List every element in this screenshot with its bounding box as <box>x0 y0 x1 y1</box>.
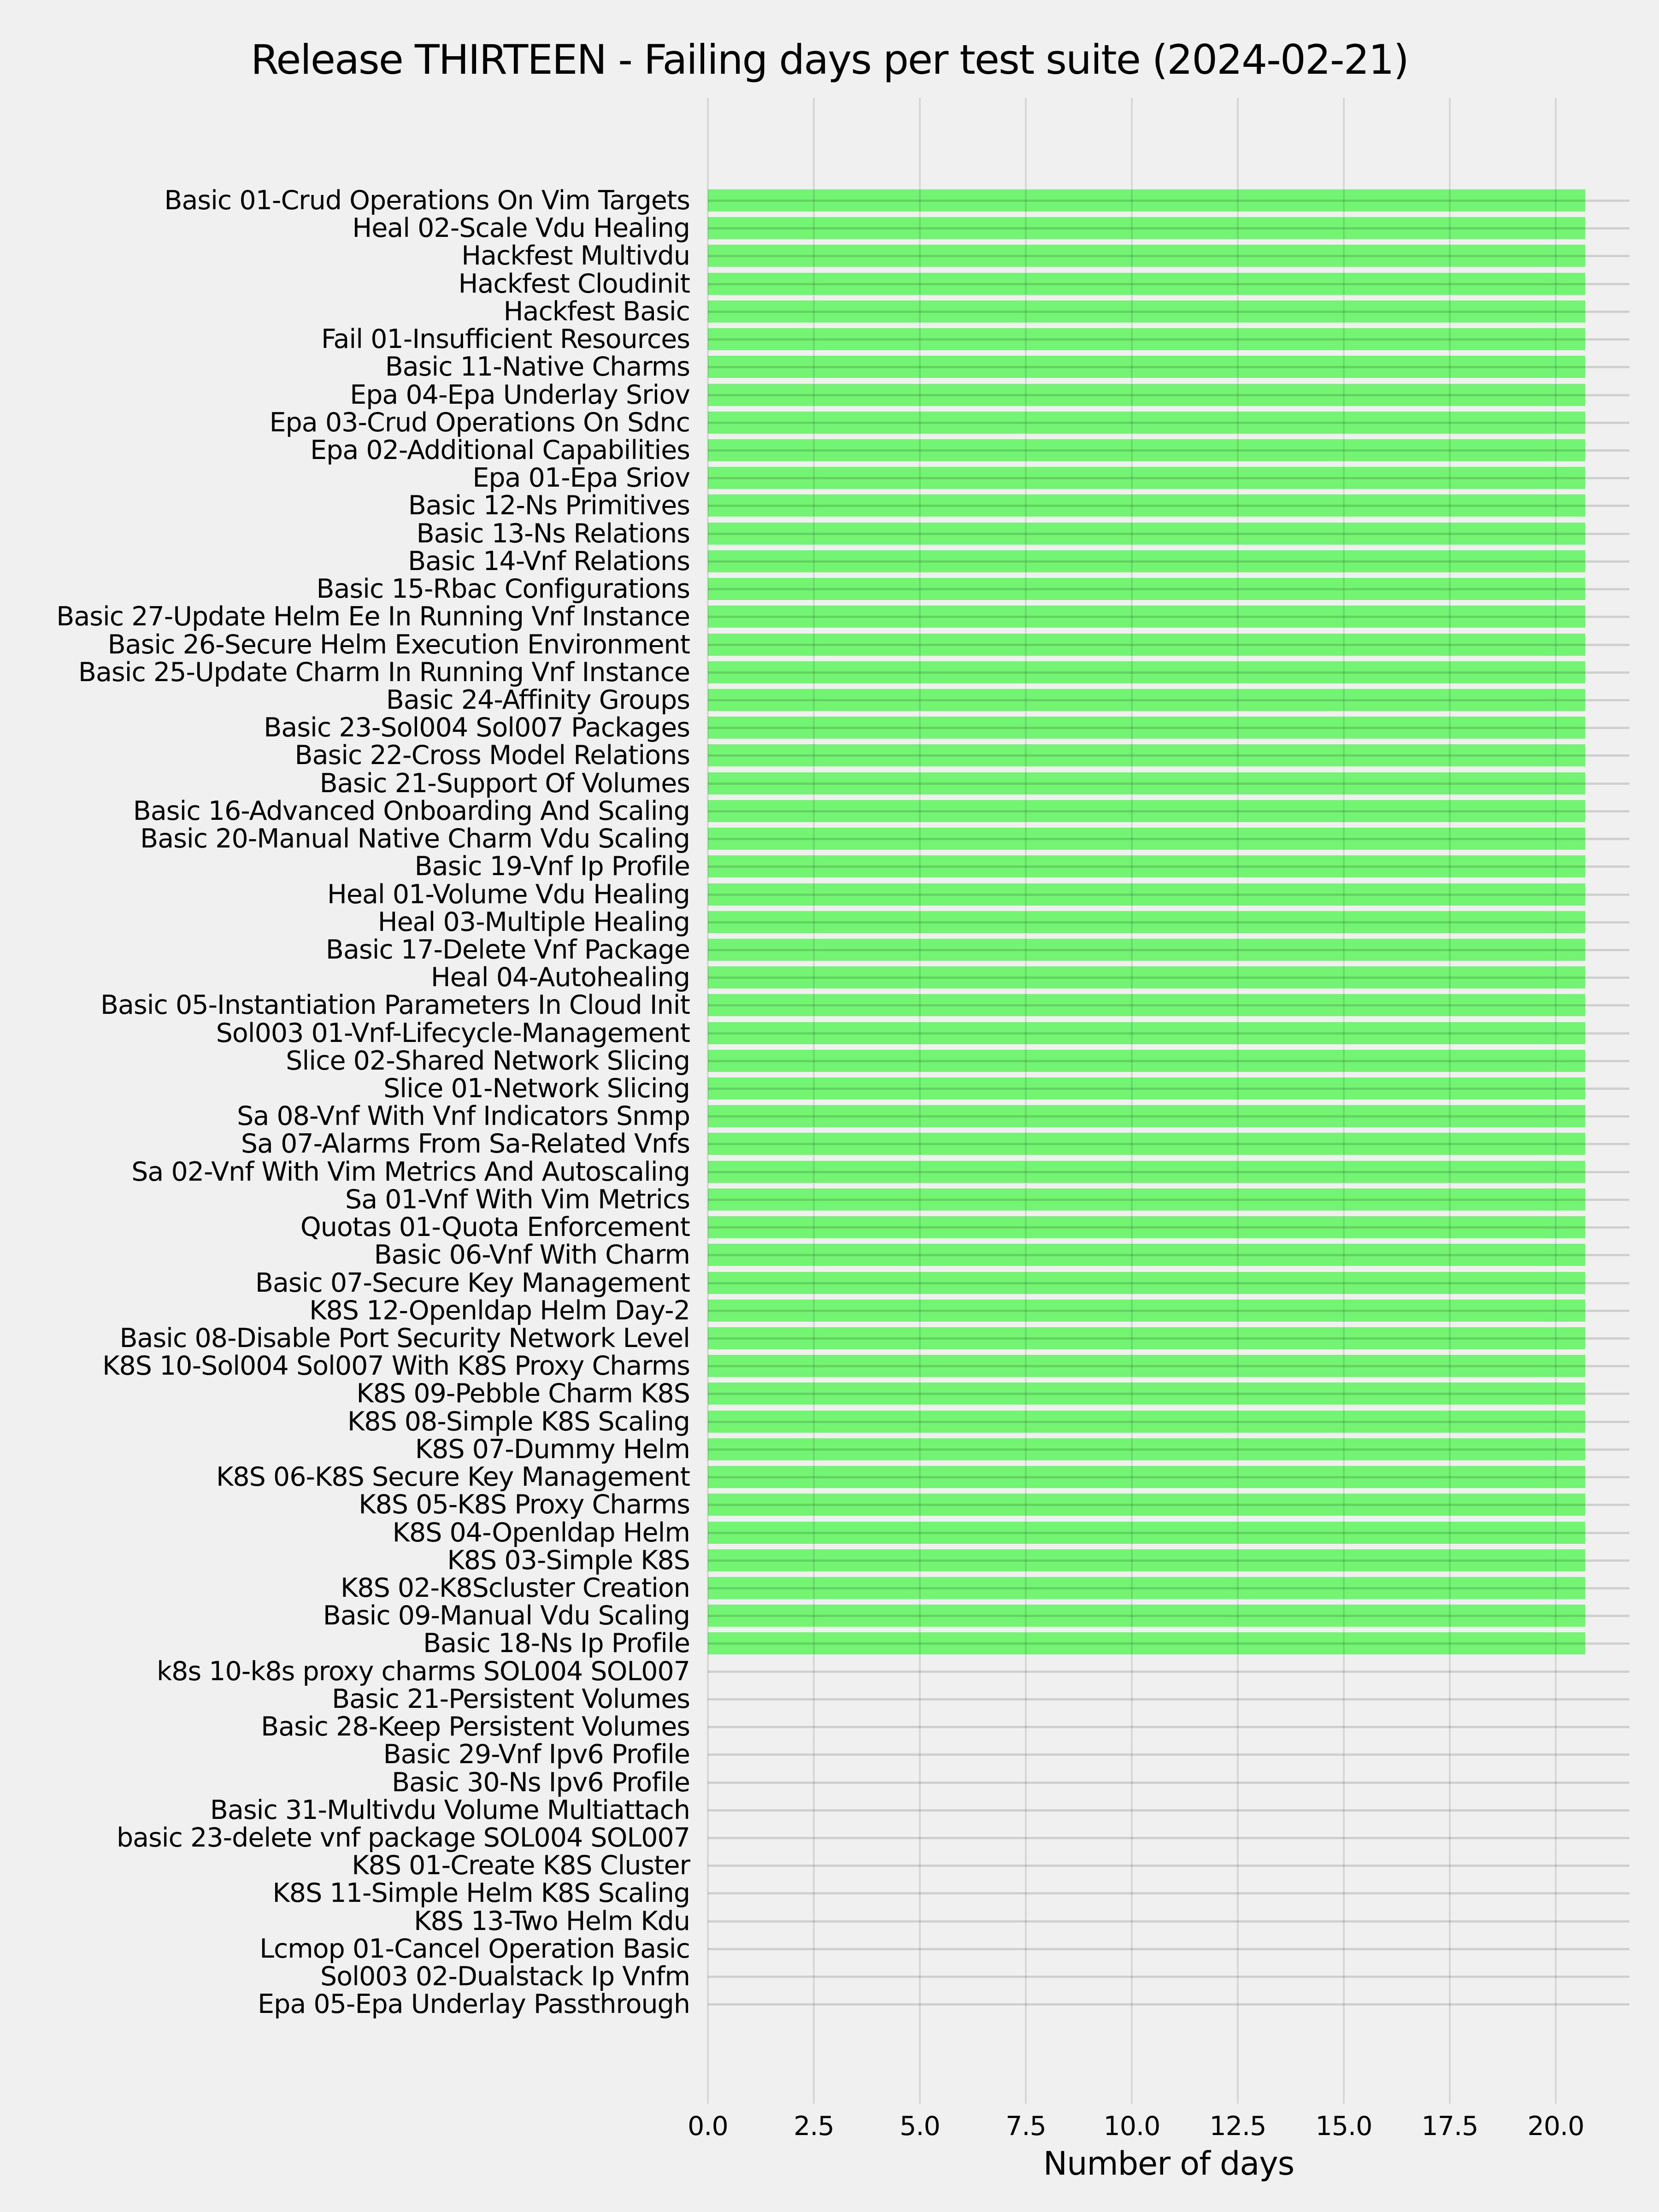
y-gridline <box>708 449 1630 452</box>
y-gridline <box>708 1892 1630 1894</box>
y-gridline <box>708 616 1630 618</box>
y-gridline <box>708 977 1630 979</box>
x-gridline <box>1025 98 1027 2104</box>
y-gridline <box>708 338 1630 341</box>
y-tick-label: Basic 16-Advanced Onboarding And Scaling <box>133 795 690 826</box>
y-tick-label: Basic 11-Native Charms <box>385 352 690 382</box>
y-gridline <box>708 838 1630 840</box>
x-tick-label: 20.0 <box>1527 2111 1584 2141</box>
x-tick-label: 12.5 <box>1209 2111 1266 2141</box>
y-gridline <box>708 1976 1630 1978</box>
y-tick-label: Epa 01-Epa Sriov <box>472 463 690 494</box>
y-gridline <box>708 1060 1630 1062</box>
y-tick-label: Basic 13-Ns Relations <box>416 518 690 549</box>
y-tick-label: Hackfest Cloudinit <box>458 268 690 299</box>
y-tick-label: k8s 10-k8s proxy charms SOL004 SOL007 <box>157 1656 690 1687</box>
y-tick-label: Sol003 01-Vnf-Lifecycle-Management <box>216 1018 690 1048</box>
y-gridline <box>708 1088 1630 1090</box>
y-tick-label: Hackfest Basic <box>503 296 690 327</box>
y-tick-label: Basic 29-Vnf Ipv6 Profile <box>383 1739 690 1770</box>
y-gridline <box>708 1476 1630 1478</box>
y-tick-label: Sol003 02-Dualstack Ip Vnfm <box>320 1961 690 1992</box>
y-tick-label: Epa 03-Crud Operations On Sdnc <box>269 407 690 438</box>
y-tick-label: Basic 05-Instantiation Parameters In Cloud Init <box>100 990 690 1021</box>
y-tick-label: K8S 03-Simple K8S <box>447 1545 690 1576</box>
y-gridline <box>708 1865 1630 1867</box>
x-gridline <box>919 98 921 2104</box>
y-gridline <box>708 1199 1630 1201</box>
x-gridline <box>1343 98 1345 2104</box>
y-gridline <box>708 560 1630 563</box>
y-gridline <box>708 1615 1630 1617</box>
y-gridline <box>708 894 1630 896</box>
x-tick-label: 0.0 <box>688 2111 728 2141</box>
y-gridline <box>708 1753 1630 1756</box>
y-gridline <box>708 533 1630 535</box>
y-gridline <box>708 1310 1630 1312</box>
y-gridline <box>708 644 1630 646</box>
x-gridline <box>1555 98 1557 2104</box>
x-tick-label: 10.0 <box>1103 2111 1160 2141</box>
y-tick-label: K8S 05-K8S Proxy Charms <box>359 1489 690 1520</box>
y-tick-label: Basic 25-Update Charm In Running Vnf Instance <box>78 657 690 688</box>
x-gridline <box>1131 98 1133 2104</box>
y-gridline <box>708 1698 1630 1700</box>
chart-title: Release THIRTEEN - Failing days per test suite (2024-02-21) <box>251 36 1408 83</box>
y-gridline <box>708 671 1630 674</box>
x-tick-label: 2.5 <box>794 2111 834 2141</box>
y-gridline <box>708 1642 1630 1645</box>
x-tick-label: 15.0 <box>1315 2111 1372 2141</box>
y-gridline <box>708 422 1630 424</box>
y-gridline <box>708 1837 1630 1839</box>
y-gridline <box>708 1365 1630 1367</box>
x-axis-label: Number of days <box>1043 2145 1294 2183</box>
y-gridline <box>708 227 1630 229</box>
y-gridline <box>708 505 1630 507</box>
y-gridline <box>708 921 1630 924</box>
y-gridline <box>708 311 1630 313</box>
y-gridline <box>708 1282 1630 1284</box>
y-tick-label: Basic 19-Vnf Ip Profile <box>414 851 690 882</box>
y-tick-label: Basic 12-Ns Primitives <box>408 490 690 521</box>
y-tick-label: Sa 08-Vnf With Vnf Indicators Snmp <box>237 1101 690 1132</box>
y-tick-label: Heal 02-Scale Vdu Healing <box>352 213 690 244</box>
y-tick-label: K8S 10-Sol004 Sol007 With K8S Proxy Charms <box>102 1351 690 1382</box>
y-axis-labels <box>0 0 690 2212</box>
y-tick-label: Fail 01-Insufficient Resources <box>321 324 690 355</box>
y-tick-label: Basic 15-Rbac Configurations <box>316 574 690 605</box>
y-gridline <box>708 1171 1630 1173</box>
y-gridline <box>708 1115 1630 1118</box>
x-gridline <box>1449 98 1451 2104</box>
y-gridline <box>708 1448 1630 1451</box>
y-tick-label: Hackfest Multivdu <box>461 241 690 271</box>
y-tick-label: K8S 13-Two Helm Kdu <box>414 1906 690 1936</box>
y-gridline <box>708 949 1630 951</box>
y-tick-label: Basic 24-Affinity Groups <box>386 684 690 715</box>
y-tick-label: Basic 23-Sol004 Sol007 Packages <box>264 712 690 743</box>
y-gridline <box>708 1004 1630 1006</box>
y-gridline <box>708 1226 1630 1229</box>
y-gridline <box>708 1421 1630 1423</box>
y-tick-label: Heal 04-Autohealing <box>430 962 690 993</box>
y-gridline <box>708 1920 1630 1923</box>
y-gridline <box>708 1559 1630 1562</box>
x-tick-label: 17.5 <box>1421 2111 1478 2141</box>
y-tick-label: Heal 03-Multiple Healing <box>377 906 690 937</box>
y-gridline <box>708 727 1630 729</box>
y-gridline <box>708 200 1630 202</box>
y-gridline <box>708 782 1630 785</box>
y-tick-label: Epa 04-Epa Underlay Sriov <box>350 379 690 410</box>
y-gridline <box>708 283 1630 285</box>
y-tick-label: K8S 02-K8Scluster Creation <box>340 1573 690 1603</box>
y-gridline <box>708 1254 1630 1256</box>
y-tick-label: Basic 26-Secure Helm Execution Environment <box>107 629 690 660</box>
y-gridline <box>708 2003 1630 2006</box>
y-tick-label: Basic 31-Multivdu Volume Multiattach <box>210 1794 690 1825</box>
y-tick-label: Epa 02-Additional Capabilities <box>310 435 690 465</box>
y-tick-label: K8S 06-K8S Secure Key Management <box>216 1462 690 1493</box>
y-tick-label: Basic 30-Ns Ipv6 Profile <box>392 1767 690 1798</box>
y-tick-label: basic 23-delete vnf package SOL004 SOL007 <box>116 1822 690 1853</box>
y-gridline <box>708 699 1630 701</box>
y-tick-label: Basic 21-Persistent Volumes <box>332 1683 690 1714</box>
y-gridline <box>708 1726 1630 1728</box>
y-tick-label: Basic 08-Disable Port Security Network Level <box>119 1323 690 1354</box>
y-gridline <box>708 1393 1630 1395</box>
y-tick-label: Basic 21-Support Of Volumes <box>319 768 690 799</box>
y-gridline <box>708 477 1630 479</box>
y-tick-label: Basic 22-Cross Model Relations <box>294 740 690 771</box>
y-tick-label: K8S 01-Create K8S Cluster <box>352 1850 690 1881</box>
y-tick-label: K8S 12-Openldap Helm Day-2 <box>309 1295 690 1326</box>
y-gridline <box>708 1032 1630 1035</box>
y-gridline <box>708 1809 1630 1812</box>
y-tick-label: Basic 28-Keep Persistent Volumes <box>261 1712 690 1742</box>
y-gridline <box>708 810 1630 812</box>
y-tick-label: Quotas 01-Quota Enforcement <box>300 1212 690 1243</box>
x-gridline <box>1237 98 1239 2104</box>
y-gridline <box>708 1587 1630 1589</box>
y-gridline <box>708 865 1630 868</box>
y-tick-label: Slice 02-Shared Network Slicing <box>286 1045 690 1076</box>
x-gridline <box>707 98 709 2104</box>
y-gridline <box>708 1671 1630 1673</box>
y-gridline <box>708 754 1630 757</box>
y-tick-label: Basic 09-Manual Vdu Scaling <box>323 1600 690 1631</box>
y-gridline <box>708 1337 1630 1340</box>
y-tick-label: K8S 07-Dummy Helm <box>415 1434 690 1465</box>
y-tick-label: K8S 11-Simple Helm K8S Scaling <box>272 1878 690 1909</box>
y-tick-label: Slice 01-Network Slicing <box>383 1073 690 1104</box>
y-gridline <box>708 1143 1630 1145</box>
y-tick-label: Basic 17-Delete Vnf Package <box>325 934 690 965</box>
y-tick-label: Sa 02-Vnf With Vim Metrics And Autoscaling <box>131 1156 690 1187</box>
y-tick-label: Heal 01-Volume Vdu Healing <box>327 879 690 910</box>
y-gridline <box>708 1948 1630 1950</box>
y-gridline <box>708 394 1630 396</box>
y-tick-label: K8S 08-Simple K8S Scaling <box>347 1406 690 1437</box>
plot-area <box>708 98 1630 2104</box>
y-gridline <box>708 1504 1630 1506</box>
y-tick-label: Sa 01-Vnf With Vim Metrics <box>345 1184 690 1215</box>
y-gridline <box>708 588 1630 590</box>
y-gridline <box>708 366 1630 368</box>
y-tick-label: Basic 06-Vnf With Charm <box>374 1240 690 1271</box>
x-tick-label: 5.0 <box>900 2111 940 2141</box>
y-tick-label: Basic 20-Manual Native Charm Vdu Scaling <box>140 824 690 854</box>
y-tick-label: Lcmop 01-Cancel Operation Basic <box>259 1933 690 1964</box>
y-tick-label: Sa 07-Alarms From Sa-Related Vnfs <box>241 1129 690 1159</box>
y-tick-label: Basic 27-Update Helm Ee In Running Vnf Instance <box>56 601 690 632</box>
y-gridline <box>708 1782 1630 1784</box>
y-tick-label: Basic 18-Ns Ip Profile <box>423 1628 690 1659</box>
y-tick-label: Epa 05-Epa Underlay Passthrough <box>258 1989 690 2020</box>
x-tick-label: 7.5 <box>1006 2111 1046 2141</box>
y-gridline <box>708 255 1630 257</box>
y-tick-label: Basic 07-Secure Key Management <box>255 1267 690 1298</box>
y-tick-label: K8S 09-Pebble Charm K8S <box>356 1378 690 1409</box>
y-gridline <box>708 1532 1630 1534</box>
y-tick-label: K8S 04-Openldap Helm <box>392 1517 690 1548</box>
x-gridline <box>813 98 815 2104</box>
y-tick-label: Basic 01-Crud Operations On Vim Targets <box>164 185 690 216</box>
y-tick-label: Basic 14-Vnf Relations <box>408 546 690 577</box>
